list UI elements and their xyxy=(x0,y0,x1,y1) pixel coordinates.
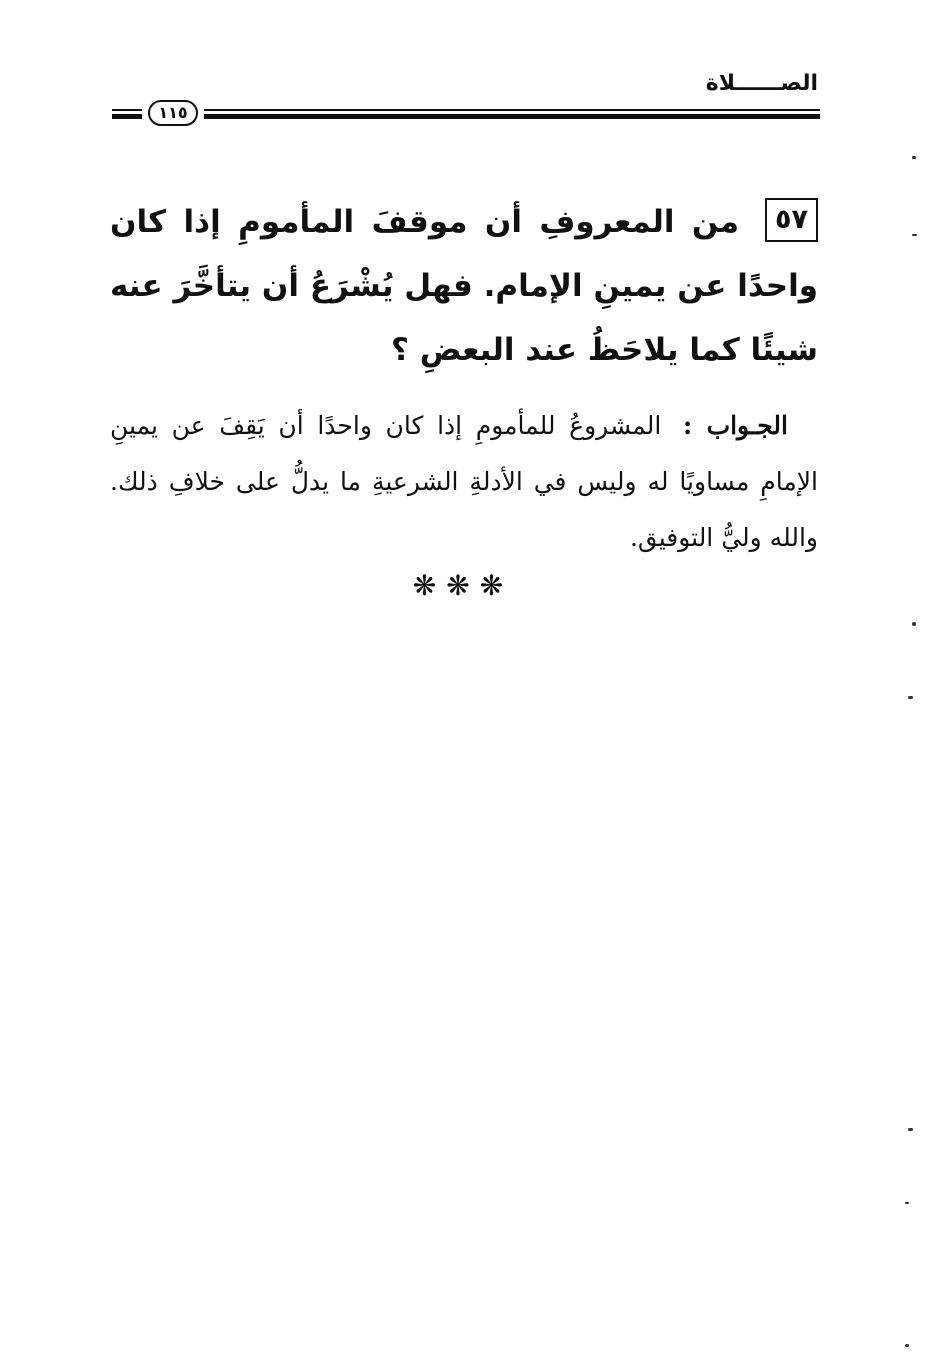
running-head: الصــــــلاة xyxy=(705,71,818,96)
header-rule-right xyxy=(204,109,820,119)
answer-label: الجـواب : xyxy=(682,411,788,440)
question-block xyxy=(110,190,818,382)
header-rule-left xyxy=(112,109,142,119)
answer-block xyxy=(110,398,818,566)
section-separator: ❋❋❋ xyxy=(412,569,514,602)
question-text: من المعروفِ أن موقفَ المأمومِ إذا كان واحدًا عن يمينِ الإمام. فهل يُشْرَعُ أن يتأخَّرَ عنه شيئًا كما يلاحَظُ عند البعضِ ؟ xyxy=(110,204,818,368)
page-number: ١١٥ xyxy=(148,100,198,126)
scan-mark xyxy=(912,622,916,626)
scan-mark xyxy=(908,696,913,699)
scan-mark xyxy=(908,1128,913,1131)
answer-text: المشروعُ للمأمومِ إذا كان واحدًا أن يَقِفَ عن يمينِ الإمامِ مساويًا له وليس في الأدلةِ الشرعيةِ ما يدلُّ على خلافِ ذلك. والله وليُّ التوفيق. xyxy=(110,411,818,552)
scan-mark xyxy=(912,156,916,159)
header-rule xyxy=(112,99,820,129)
question-number-box: ٥٧ xyxy=(765,198,818,242)
scan-mark xyxy=(905,1344,909,1347)
scan-mark xyxy=(905,1202,909,1204)
scan-mark xyxy=(912,234,917,236)
